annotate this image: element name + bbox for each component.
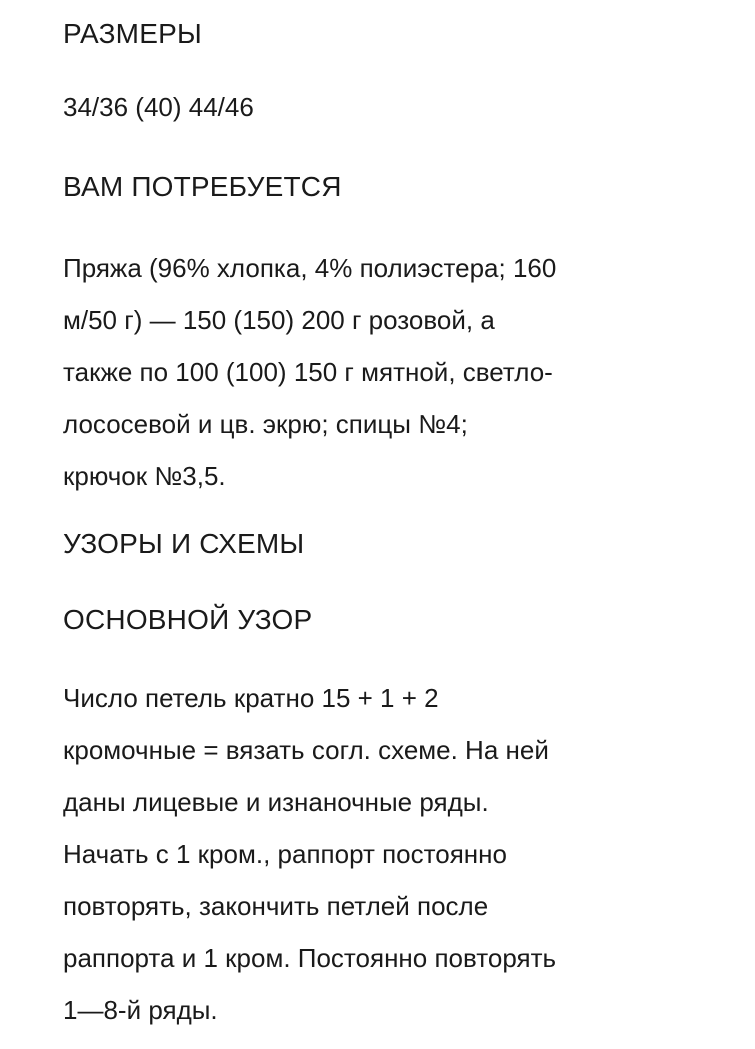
- main-pattern-line: кромочные = вязать согл. схеме. На ней: [63, 735, 549, 765]
- materials-line: лососевой и цв. экрю; спицы №4;: [63, 409, 468, 439]
- main-pattern-line: Начать с 1 кром., раппорт постоянно: [63, 839, 507, 869]
- sizes-heading: РАЗМЕРЫ: [63, 18, 202, 49]
- materials-heading: ВАМ ПОТРЕБУЕТСЯ: [63, 171, 342, 202]
- materials-line: Пряжа (96% хлопка, 4% полиэстера; 160: [63, 253, 557, 283]
- sizes-text: 34/36 (40) 44/46: [63, 92, 254, 122]
- main-pattern-heading: ОСНОВНОЙ УЗОР: [63, 604, 313, 635]
- main-pattern-line: 1—8-й ряды.: [63, 995, 218, 1025]
- main-pattern-line: даны лицевые и изнаночные ряды.: [63, 787, 489, 817]
- materials-paragraph: [63, 242, 703, 502]
- main-pattern-line: раппорта и 1 кром. Постоянно повторять: [63, 943, 557, 973]
- patterns-heading: УЗОРЫ И СХЕМЫ: [63, 528, 305, 559]
- materials-line: м/50 г) — 150 (150) 200 г розовой, а: [63, 305, 495, 335]
- materials-line: также по 100 (100) 150 г мятной, светло-: [63, 357, 553, 387]
- materials-line: крючок №3,5.: [63, 461, 226, 491]
- main-pattern-paragraph: [63, 672, 703, 1036]
- main-pattern-line: повторять, закончить петлей после: [63, 891, 489, 921]
- main-pattern-line: Число петель кратно 15 + 1 + 2: [63, 683, 439, 713]
